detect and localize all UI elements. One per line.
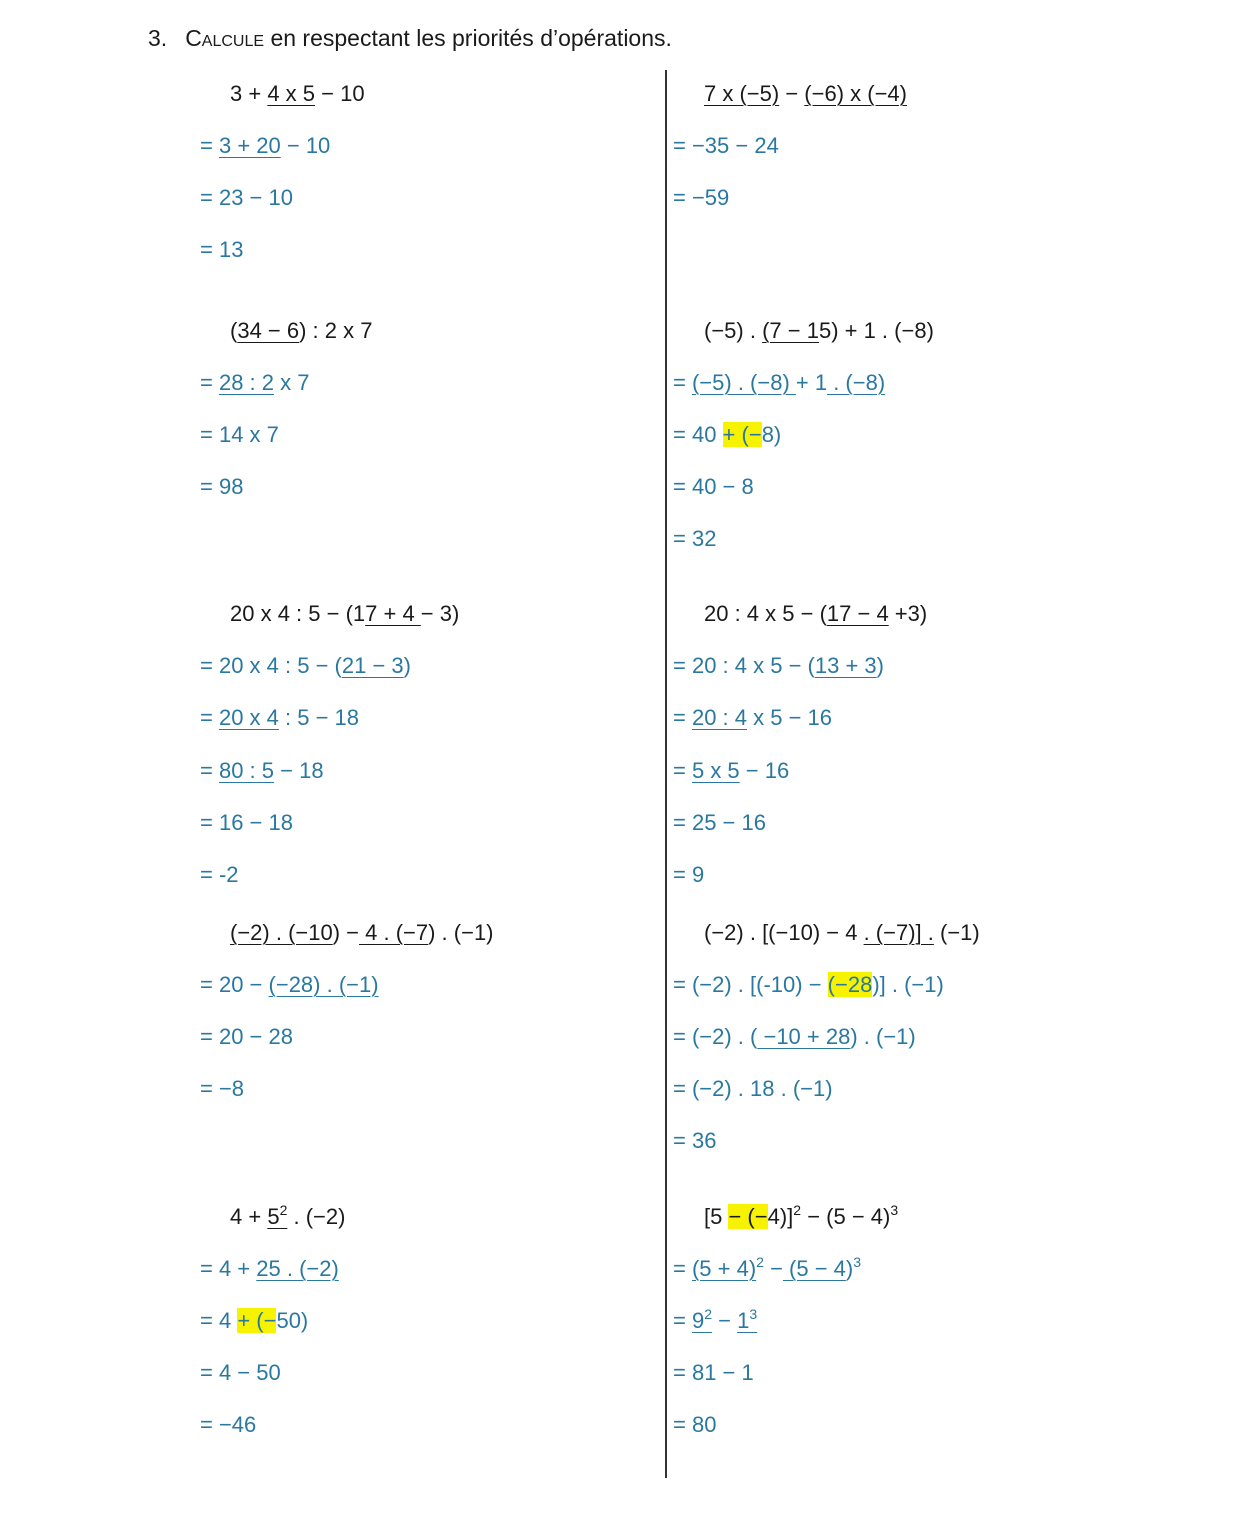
left-problem-3-step-1: = 20 x 4 : 5 − (21 − 3) (200, 653, 411, 678)
left-problem-1-step-2: = 23 − 10 (200, 185, 293, 210)
right-problem-4-step-1: = (−2) . [(-10) − (−28)] . (−1) (673, 972, 944, 997)
right-problem-3-step-5: = 9 (673, 862, 705, 887)
left-problem-5-step-2: = 4 + (−50) (200, 1308, 309, 1333)
right-problem-1-step-1: = −35 − 24 (673, 133, 779, 158)
exercise-number: 3. (148, 25, 168, 51)
right-problem-4-step-2: = (−2) . ( −10 + 28) . (−1) (673, 1024, 916, 1049)
left-problem-1: 3 + 4 x 5 − 10 (230, 81, 365, 106)
exercise-instruction: en respectant les priorités d’opérations. (264, 25, 672, 51)
right-problem-4-step-3: = (−2) . 18 . (−1) (673, 1076, 833, 1101)
right-problem-4-step-4: = 36 (673, 1128, 717, 1153)
right-problem-3-step-1: = 20 : 4 x 5 − (13 + 3) (673, 653, 884, 678)
left-problem-5: $4 + 5^2$ . (−2) (230, 1202, 346, 1229)
right-problem-4: (−2) . [(−10) − 4 . (−7)] . (−1) (704, 920, 980, 945)
right-problem-5-step-3: = 81 − 1 (673, 1360, 754, 1385)
left-problem-5-step-3: = 4 − 50 (200, 1360, 281, 1385)
right-problem-5-step-1: = $(5 + 4)^2 - (5 - 4)^3$ (673, 1254, 862, 1281)
left-problem-4: (−2) . (−10) − 4 . (−7) . (−1) (230, 920, 494, 945)
left-problem-3-step-3: = 80 : 5 − 18 (200, 758, 324, 783)
exercise-keyword: Calcule (185, 25, 265, 51)
left-problem-2-step-1: = 28 : 2 x 7 (200, 370, 310, 395)
right-problem-2: (−5) . (7 − 15) + 1 . (−8) (704, 318, 934, 343)
right-problem-5-step-2: = $9^2 - 1^3$ (673, 1306, 758, 1333)
left-problem-5-step-1: = 4 + 25 . (−2) (200, 1256, 339, 1281)
right-problem-2-step-1: = (−5) . (−8) + 1 . (−8) (673, 370, 886, 395)
left-problem-2-step-2: = 14 x 7 (200, 422, 279, 447)
left-problem-4-step-2: = 20 − 28 (200, 1024, 293, 1049)
left-problem-1-step-3: = 13 (200, 237, 244, 262)
left-problem-3-step-2: = 20 x 4 : 5 − 18 (200, 705, 360, 730)
right-problem-3-step-3: = 5 x 5 − 16 (673, 758, 790, 783)
right-problem-1: 7 x (−5) − (−6) x (−4) (704, 81, 907, 106)
left-problem-3: 20 x 4 : 5 − (17 + 4 − 3) (230, 601, 460, 626)
right-problem-3-step-4: = 25 − 16 (673, 810, 766, 835)
right-problem-5: $[5 - (-4)]^2 - (5 - 4)^3$ (704, 1202, 899, 1229)
left-problem-4-step-3: = −8 (200, 1076, 245, 1101)
right-problem-5-step-4: = 80 (673, 1412, 717, 1437)
exercise-title (148, 25, 672, 52)
right-problem-3-step-2: = 20 : 4 x 5 − 16 (673, 705, 833, 730)
left-problem-2-step-3: = 98 (200, 474, 244, 499)
left-problem-3-step-4: = 16 − 18 (200, 810, 293, 835)
left-problem-2: (34 − 6) : 2 x 7 (230, 318, 373, 343)
column-divider (665, 70, 667, 1478)
right-problem-1-step-2: = −59 (673, 185, 730, 210)
right-problem-2-step-4: = 32 (673, 526, 717, 551)
right-problem-2-step-3: = 40 − 8 (673, 474, 754, 499)
left-problem-4-step-1: = 20 − (−28) . (−1) (200, 972, 379, 997)
right-problem-2-step-2: = 40 + (−8) (673, 422, 782, 447)
right-problem-3: 20 : 4 x 5 − (17 − 4 +3) (704, 601, 928, 626)
left-problem-3-step-5: = -2 (200, 862, 239, 887)
left-problem-1-step-1: = 3 + 20 − 10 (200, 133, 331, 158)
left-problem-5-step-4: = −46 (200, 1412, 257, 1437)
